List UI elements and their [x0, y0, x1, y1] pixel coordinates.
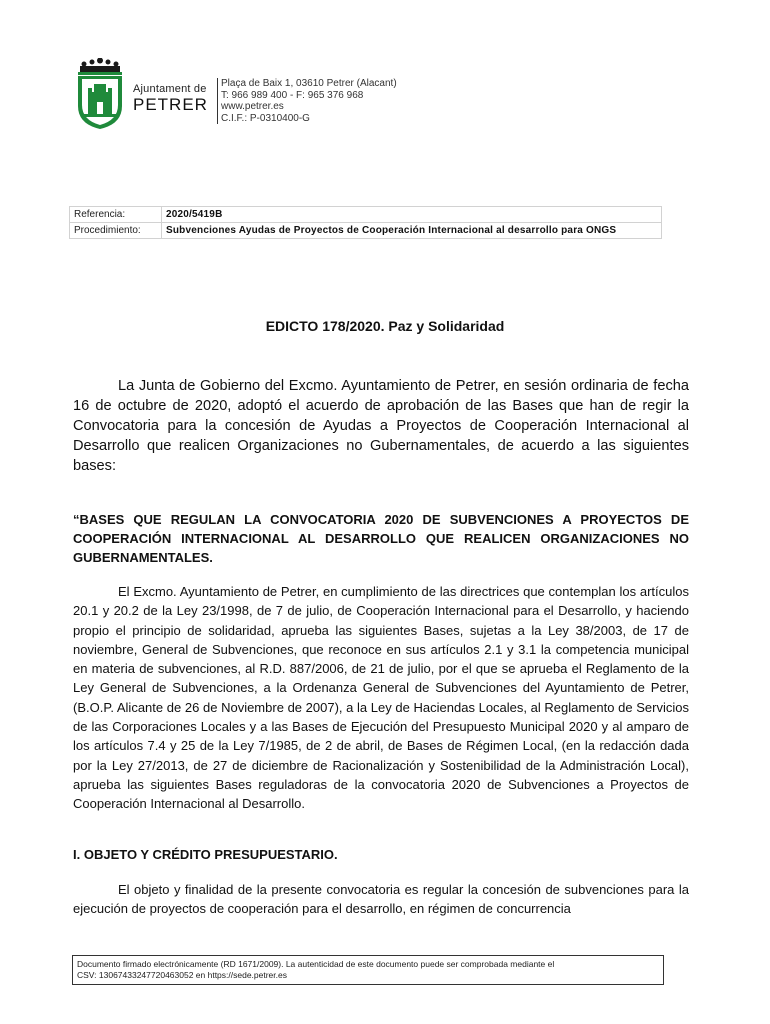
bases-heading: “BASES QUE REGULAN LA CONVOCATORIA 2020 DE SUBVENCIONES A PROYECTOS DE COOPERACIÓN INTERNACIONAL AL DESARROLLO QUE REALICEN ORGANIZACIONES NO GUBERNAMENTALES.: [73, 512, 689, 565]
org-name-line2: PETRER: [133, 95, 208, 114]
table-row: [70, 223, 662, 239]
intro-paragraph: La Junta de Gobierno del Excmo. Ayuntamiento de Petrer, en sesión ordinaria de fecha 16 de octubre de 2020, adoptó el acuerdo de aprobación de las Bases que han de regir la Convocatoria para la concesión de Ayudas a Proyectos de Cooperación Internacional al Desarrollo que realicen Organizaciones no Gubernamentales, de acuerdo a las siguientes bases:: [73, 378, 689, 474]
address-cif: C.I.F.: P-0310400-G: [221, 112, 310, 124]
reference-label: Referencia:: [70, 207, 162, 223]
procedure-value: Subvenciones Ayudas de Proyectos de Cooperación Internacional al desarrollo para ONGS: [162, 223, 662, 239]
letterhead: [72, 58, 402, 130]
reference-table: [69, 206, 662, 239]
address-block: [221, 78, 397, 124]
organization-name: [133, 83, 208, 114]
org-name-line1: Ajuntament de: [133, 83, 207, 95]
reference-value: 2020/5419B: [162, 207, 662, 223]
bases-paragraph: El Excmo. Ayuntamiento de Petrer, en cumplimiento de las directrices que contemplan los artículos 20.1 y 20.2 de la Ley 23/1998, de 7 de julio, de Cooperación Internacional para el Desarrollo, y haciendo propio el principio de solidaridad, aprueba las siguientes Bases, sujetas a la Ley 38/2003, de 17 de noviembre, General de Subvenciones, que reconoce en sus artículos 2.1 y 3.1 la competencia municipal en materia de subvenciones, al R.D. 887/2006, de 21 de julio, por el que se aprueba el Reglamento de la Ley General de Subvenciones, a la Ordenanza General de Subvenciones del Ayuntamiento de Petrer, (B.O.P. Alicante de 26 de Noviembre de 2007), a la Ley de Haciendas Locales, al Reglamento de Servicios de las Corporaciones Locales y a las Bases de Ejecución del Presupuesto Municipal 2020 y al amparo de los artículos 7.4 y 25 de la Ley 7/1985, de 2 de abril, de Bases de Régimen Local, (en la redacción dada por la Ley 27/2013, de 27 de diciembre de Racionalización y Sostenibilidad de la Administración Local), aprueba las siguientes Bases reguladoras de la convocatoria 2020 de Subvenciones a Proyectos de Cooperación Internacional al Desarrollo.: [73, 584, 689, 812]
signature-footer: [72, 955, 664, 985]
address-website: www.petrer.es: [221, 101, 284, 112]
procedure-label: Procedimiento:: [70, 223, 162, 239]
object-paragraph: El objeto y finalidad de la presente convocatoria es regular la concesión de subvenciones para la ejecución de proyectos de cooperación para el desarrollo, en régimen de concurrencia: [73, 882, 689, 917]
address-divider: [217, 78, 218, 124]
address-phone: T: 966 989 400 - F: 965 376 968: [221, 89, 364, 101]
footer-line1: Documento firmado electrónicamente (RD 1671/2009). La autenticidad de este documento puede ser comprobada mediante el: [77, 959, 555, 969]
petrer-crest-logo: [72, 58, 128, 130]
footer-line2: CSV: 13067433247720463052 en https://sede.petrer.es: [77, 970, 287, 980]
edict-title: EDICTO 178/2020. Paz y Solidaridad: [265, 318, 505, 334]
section-heading: I. OBJETO Y CRÉDITO PRESUPUESTARIO.: [73, 847, 338, 862]
table-row: [70, 207, 662, 223]
address-street: Plaça de Baix 1, 03610 Petrer (Alacant): [221, 78, 397, 89]
